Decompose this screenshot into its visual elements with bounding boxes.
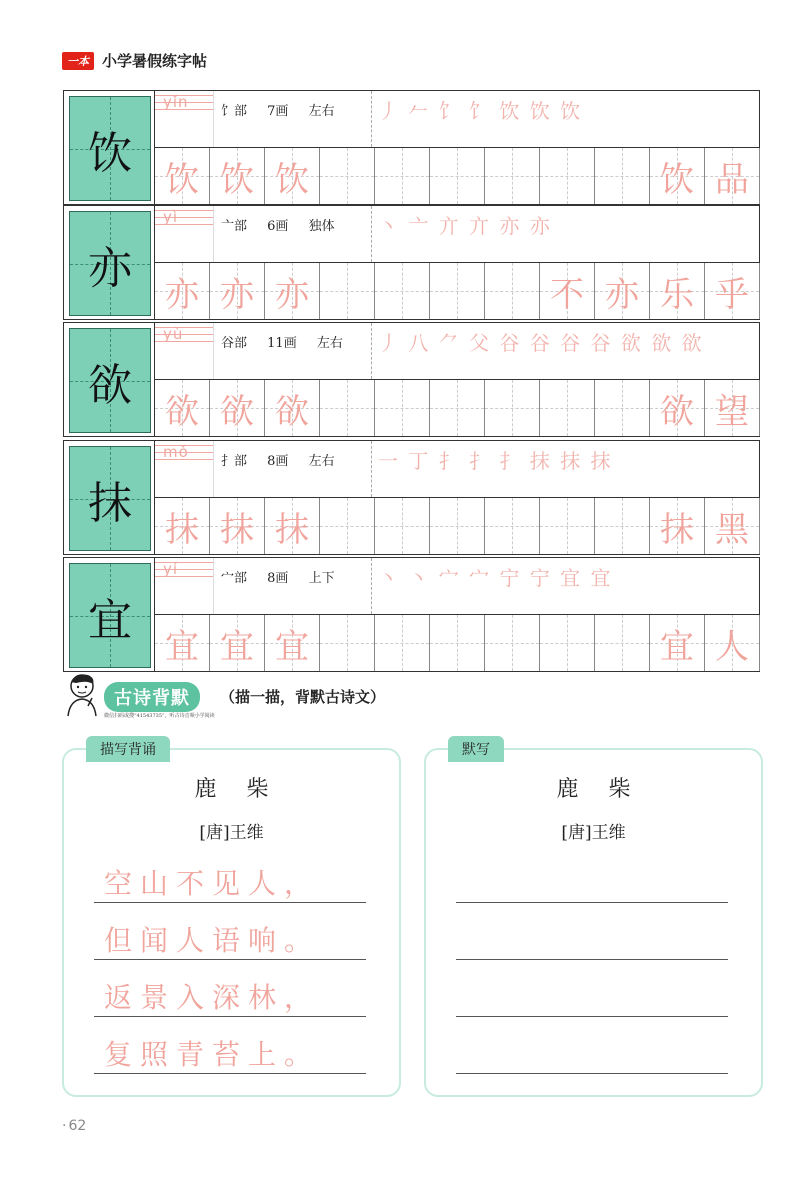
model-character: 饮 xyxy=(88,127,132,179)
trace-character: 亦 xyxy=(275,274,309,315)
practice-cell[interactable] xyxy=(705,263,760,319)
stroke-order: 丶 亠 亣 亣 亦 亦 xyxy=(378,214,552,238)
stroke-count: 11画 xyxy=(267,336,297,351)
practice-cell[interactable] xyxy=(485,380,540,436)
trace-character: 乐 xyxy=(660,274,694,315)
practice-cell[interactable] xyxy=(210,148,265,204)
trace-character: 欲 xyxy=(275,391,309,432)
practice-cell[interactable] xyxy=(320,380,375,436)
practice-cell[interactable] xyxy=(650,498,705,554)
practice-cell[interactable] xyxy=(650,380,705,436)
practice-row xyxy=(63,440,760,555)
row-frame xyxy=(63,557,760,672)
trace-character: 宜 xyxy=(165,626,199,667)
poem-author: [唐]王维 xyxy=(199,823,264,843)
practice-cell[interactable] xyxy=(430,380,485,436)
practice-row xyxy=(63,322,760,437)
structure: 左右 xyxy=(308,454,335,469)
stroke-count: 8画 xyxy=(267,454,289,469)
practice-cell[interactable] xyxy=(210,263,265,319)
radical: 宀部 xyxy=(221,571,248,586)
trace-card-tab: 描写背诵 xyxy=(86,736,170,762)
pinyin: mǒ xyxy=(163,443,189,461)
practice-cell[interactable] xyxy=(210,380,265,436)
row-frame xyxy=(63,322,760,437)
practice-cell[interactable] xyxy=(320,615,375,671)
practice-cell[interactable] xyxy=(155,498,210,554)
trace-recite-card xyxy=(62,742,401,1097)
practice-cell[interactable] xyxy=(155,263,210,319)
stroke-divider xyxy=(371,441,372,497)
practice-cell[interactable] xyxy=(265,380,320,436)
pinyin-divider xyxy=(213,558,214,614)
stroke-order: 丿 𠂉 饣 饣 饮 饮 饮 xyxy=(378,99,583,123)
pinyin: yì xyxy=(163,208,179,226)
practice-cell[interactable] xyxy=(375,263,430,319)
stroke-divider xyxy=(371,323,372,379)
character-info xyxy=(155,441,759,498)
practice-cell[interactable] xyxy=(595,615,650,671)
practice-cell[interactable] xyxy=(595,498,650,554)
character-meta xyxy=(221,215,351,234)
practice-cell[interactable] xyxy=(595,263,650,319)
practice-cell[interactable] xyxy=(705,148,760,204)
trace-character: 乎 xyxy=(715,274,749,315)
row-frame xyxy=(63,440,760,555)
trace-character: 黑 xyxy=(715,509,749,550)
student-illustration-icon xyxy=(62,672,104,718)
dictation-card xyxy=(424,742,763,1097)
pinyin-divider xyxy=(213,91,214,147)
stroke-divider xyxy=(371,91,372,147)
book-title: 小学暑假练字帖 xyxy=(102,52,208,70)
stroke-count: 7画 xyxy=(267,104,289,119)
practice-cell[interactable] xyxy=(595,380,650,436)
structure: 左右 xyxy=(316,336,343,351)
practice-cell[interactable] xyxy=(375,148,430,204)
trace-character: 宜 xyxy=(660,626,694,667)
practice-cell[interactable] xyxy=(155,148,210,204)
trace-character: 饮 xyxy=(275,159,309,200)
practice-cell[interactable] xyxy=(320,498,375,554)
model-character-box xyxy=(69,563,151,668)
model-character: 宜 xyxy=(88,594,132,646)
radical: 谷部 xyxy=(221,336,248,351)
structure: 独体 xyxy=(308,219,335,234)
trace-character: 不 xyxy=(550,274,584,315)
radical: 亠部 xyxy=(221,219,248,234)
poem-line: 空山不见人， xyxy=(104,867,321,900)
trace-character: 抹 xyxy=(165,509,199,550)
page-number: · 62 xyxy=(62,1118,86,1134)
practice-cell[interactable] xyxy=(320,263,375,319)
poem-section-badge: 古诗背默 xyxy=(104,682,200,712)
dictation-card-tab: 默写 xyxy=(448,736,504,762)
practice-cell[interactable] xyxy=(210,498,265,554)
practice-cell[interactable] xyxy=(485,263,540,319)
practice-grid xyxy=(155,498,759,554)
radical: 扌部 xyxy=(221,454,248,469)
practice-cell[interactable] xyxy=(265,498,320,554)
practice-cell[interactable] xyxy=(705,498,760,554)
practice-cell[interactable] xyxy=(155,615,210,671)
stroke-divider xyxy=(371,206,372,262)
practice-cell[interactable] xyxy=(210,615,265,671)
dictation-line[interactable] xyxy=(456,1021,728,1074)
practice-cell[interactable] xyxy=(705,380,760,436)
trace-character: 抹 xyxy=(275,509,309,550)
stroke-order: 丿 八 ⺈ 父 谷 谷 谷 谷 欲 欲 欲 xyxy=(378,331,704,355)
practice-cell[interactable] xyxy=(485,148,540,204)
character-info xyxy=(155,206,759,263)
practice-cell[interactable] xyxy=(540,498,595,554)
poem-title: 鹿柴 xyxy=(556,777,661,802)
trace-character: 抹 xyxy=(660,509,694,550)
practice-cell[interactable] xyxy=(375,615,430,671)
trace-character: 亦 xyxy=(220,274,254,315)
practice-cell[interactable] xyxy=(430,148,485,204)
poem-section-note: 微信扫码或搜“41543735”，听古诗音频小学阅读 xyxy=(104,713,215,719)
character-meta xyxy=(221,100,351,119)
practice-row xyxy=(63,205,760,320)
structure: 上下 xyxy=(308,571,335,586)
practice-cell[interactable] xyxy=(595,148,650,204)
model-character: 抹 xyxy=(88,477,132,529)
practice-grid xyxy=(155,148,759,204)
practice-cell[interactable] xyxy=(430,263,485,319)
trace-character: 亦 xyxy=(165,274,199,315)
practice-row xyxy=(63,557,760,672)
model-character: 亦 xyxy=(88,242,132,294)
pinyin: yù xyxy=(163,325,184,343)
pinyin-divider xyxy=(213,323,214,379)
trace-character: 欲 xyxy=(660,391,694,432)
practice-grid xyxy=(155,615,759,671)
practice-cell[interactable] xyxy=(540,148,595,204)
practice-cell[interactable] xyxy=(650,148,705,204)
model-character-box xyxy=(69,328,151,433)
poem-section-header xyxy=(62,672,562,722)
practice-cell[interactable] xyxy=(265,615,320,671)
trace-character: 抹 xyxy=(220,509,254,550)
practice-cell[interactable] xyxy=(540,615,595,671)
pinyin-divider xyxy=(213,206,214,262)
practice-cell[interactable] xyxy=(265,148,320,204)
dictation-line[interactable] xyxy=(456,964,728,1017)
practice-cell[interactable] xyxy=(705,615,760,671)
pinyin-divider xyxy=(213,441,214,497)
page-header xyxy=(62,50,207,71)
model-character-box xyxy=(69,446,151,551)
practice-grid xyxy=(155,380,759,436)
model-character: 欲 xyxy=(88,359,132,411)
poem-line: 复照青苔上。 xyxy=(104,1038,321,1071)
brand-logo: 一本 xyxy=(62,52,94,70)
practice-cell[interactable] xyxy=(485,498,540,554)
character-meta xyxy=(221,450,351,469)
poem-line: 返景入深林， xyxy=(104,981,321,1014)
practice-cell[interactable] xyxy=(485,615,540,671)
practice-cell[interactable] xyxy=(540,263,595,319)
trace-character: 宜 xyxy=(275,626,309,667)
stroke-count: 6画 xyxy=(267,219,289,234)
dictation-line[interactable] xyxy=(456,850,728,903)
character-meta xyxy=(221,567,351,586)
structure: 左右 xyxy=(308,104,335,119)
character-meta xyxy=(221,332,359,351)
pinyin: yǐn xyxy=(163,93,189,111)
practice-cell[interactable] xyxy=(540,380,595,436)
character-info xyxy=(155,91,759,148)
trace-character: 饮 xyxy=(660,159,694,200)
model-character-box xyxy=(69,96,151,201)
poem-title: 鹿柴 xyxy=(194,777,299,802)
practice-grid xyxy=(155,263,759,319)
row-frame xyxy=(63,90,760,205)
practice-cell[interactable] xyxy=(430,498,485,554)
stroke-order: 一 丁 扌 扌 扌 抹 抹 抹 xyxy=(378,449,613,473)
poem-author: [唐]王维 xyxy=(561,823,626,843)
poem-line: 但闻人语响。 xyxy=(104,924,321,957)
practice-cell[interactable] xyxy=(375,380,430,436)
practice-row xyxy=(63,90,760,205)
trace-character: 欲 xyxy=(165,391,199,432)
trace-character: 品 xyxy=(715,159,749,200)
row-frame xyxy=(63,205,760,320)
radical: 饣部 xyxy=(221,104,248,119)
trace-character: 宜 xyxy=(220,626,254,667)
trace-character: 欲 xyxy=(220,391,254,432)
practice-cell[interactable] xyxy=(265,263,320,319)
poem-section-subtitle: （描一描，背默古诗文） xyxy=(220,688,386,706)
practice-cell[interactable] xyxy=(155,380,210,436)
character-info xyxy=(155,558,759,615)
stroke-divider xyxy=(371,558,372,614)
trace-character: 人 xyxy=(715,626,749,667)
practice-cell[interactable] xyxy=(650,615,705,671)
practice-cell[interactable] xyxy=(375,498,430,554)
practice-cell[interactable] xyxy=(320,148,375,204)
character-info xyxy=(155,323,759,380)
trace-character: 饮 xyxy=(220,159,254,200)
dictation-line[interactable] xyxy=(456,907,728,960)
pinyin: yí xyxy=(163,560,179,578)
trace-character: 饮 xyxy=(165,159,199,200)
practice-cell[interactable] xyxy=(430,615,485,671)
stroke-order: 丶 丶 宀 宀 宁 宁 宜 宜 xyxy=(378,566,613,590)
model-character-box xyxy=(69,211,151,316)
trace-character: 望 xyxy=(715,391,749,432)
trace-character: 亦 xyxy=(605,274,639,315)
stroke-count: 8画 xyxy=(267,571,289,586)
practice-cell[interactable] xyxy=(650,263,705,319)
